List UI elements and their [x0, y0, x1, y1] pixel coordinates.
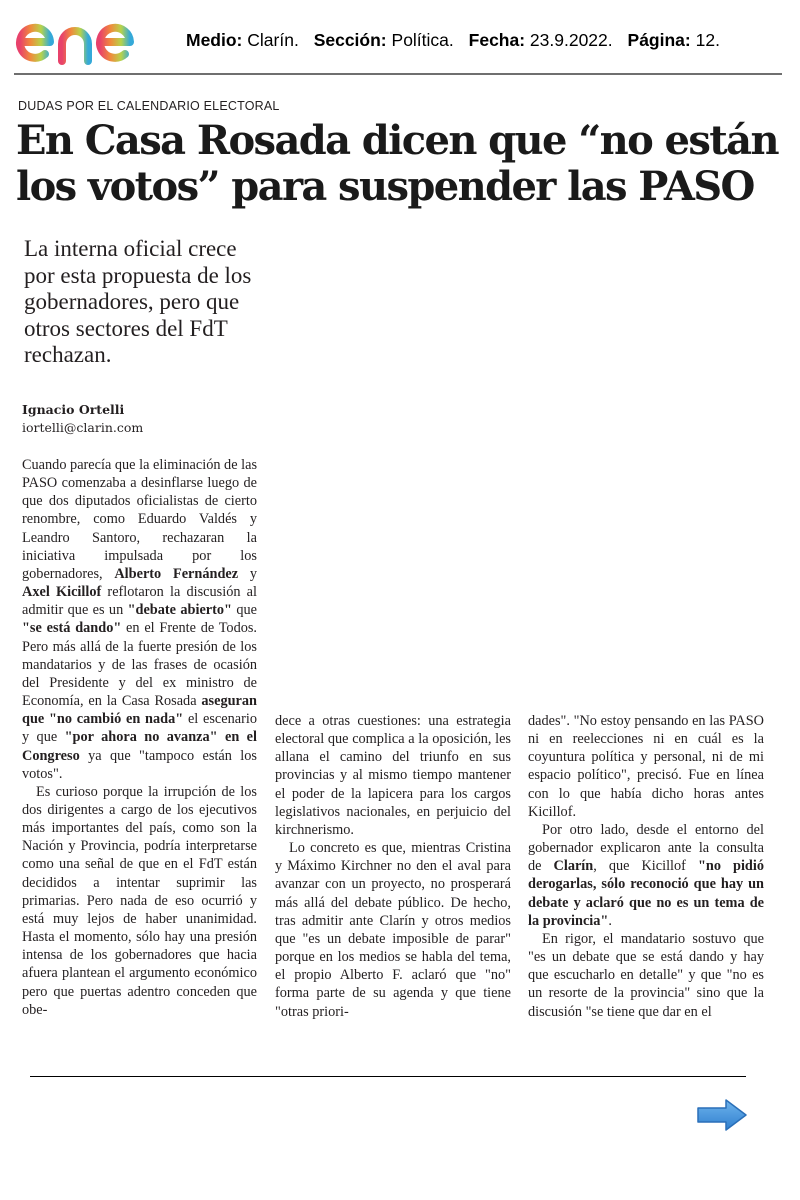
- article-column-2: [275, 712, 511, 1021]
- seccion-value: Política.: [391, 30, 454, 50]
- enel-logo: [14, 6, 174, 68]
- pagina-value: 12.: [695, 30, 720, 50]
- clipping-metadata: [186, 30, 720, 51]
- arrow-right-icon[interactable]: [696, 1097, 748, 1133]
- article-column-1: [22, 456, 257, 1019]
- paragraph: En rigor, el mandatario sostuvo que "es un debate que se está dando y hay que escucharlo en detalle" y que "no es un resorte de la provincia" sino que la discusión "se tiene que dar en el: [528, 930, 764, 1020]
- author-name: Ignacio Ortelli: [22, 402, 125, 417]
- seccion-label: Sección:: [313, 30, 387, 50]
- clipping-header: [0, 0, 800, 76]
- article-column-3: [528, 712, 764, 1021]
- pagina-label: Página:: [627, 30, 691, 50]
- fecha-value: 23.9.2022.: [529, 30, 613, 50]
- footer-divider: [30, 1076, 746, 1077]
- paragraph: Cuando parecía que la eliminación de las PASO comenzaba a desinflarse luego de que dos diputados oficialistas de cierto renombre, como Eduardo Valdés y Leandro Santoro, rechazaran la iniciativa impulsada por los gobernadores, Alberto Fernández y Axel Kicillof reflotaron la discusión al admitir que es un "debate abierto" que "se está dando" en el Frente de Todos. Pero más allá de la fuerte presión de los mandatarios y de las frases de ocasión del Presidente y del ex ministro de Economía, en la Casa Rosada aseguran que "no cambió en nada" el escenario y que "por ahora no avanza" en el Congreso ya que "tampoco están los votos".: [22, 457, 258, 782]
- article-subhead: La interna oficial crece por esta propuesta de los gobernadores, pero que otros sectores del FdT rechazan.: [24, 236, 252, 367]
- author-email: iortelli@clarin.com: [22, 420, 144, 435]
- header-divider: [14, 73, 782, 75]
- paragraph: Por otro lado, desde el entorno del gobernador explicaron ante la consulta de Clarín, que Kicillof "no pidió derogarlas, sólo reconoció que hay un debate y aclaró que no es un tema de la provincia".: [528, 821, 764, 929]
- medio-value: Clarín.: [247, 30, 299, 50]
- paragraph: dece a otras cuestiones: una estrategia electoral que complica a la oposición, les allana el camino del triunfo en sus provincias y al mismo tiempo mantener el poder de la lapicera para los cargos legislativos nacionales, en perjuicio del kirchnerismo.: [275, 713, 511, 838]
- article-headline: En Casa Rosada dicen que “no están los votos” para suspender las PASO: [16, 117, 778, 210]
- paragraph: Lo concreto es que, mientras Cristina y Máximo Kirchner no den el aval para avanzar con un proyecto, no prosperará más allá del debate público. De hecho, tras admitir ante Clarín y otros medios que "es un debate imposible de parar" porque en los medios se habla del tema, el propio Alberto F. aclaró que "no" forma parte de su agenda y que tiene "otras priori-: [275, 840, 511, 1020]
- medio-label: Medio:: [186, 30, 243, 50]
- paragraph: dades". "No estoy pensando en las PASO ni en reelecciones ni en cuál es la coyuntura política y personal, ni de mi espacio político", precisó. Fue en línea con lo que había dicho horas antes Kicillof.: [528, 713, 764, 820]
- article-kicker: DUDAS POR EL CALENDARIO ELECTORAL: [18, 99, 280, 113]
- fecha-label: Fecha:: [468, 30, 526, 50]
- paragraph: Es curioso porque la irrupción de los dos dirigentes a cargo de los ejecutivos más importantes del país, como son la Nación y Provincia, podría interpretarse como una señal de que en el FdT están decididos a intentar suprimir las primarias. Pero nada de eso ocurrió y está muy lejos de haber unanimidad. Hasta el momento, sólo hay una presión intensa de los gobernadores que hacia afuera plantean el argumento económico pero que puertas adentro conceden que obe-: [22, 783, 257, 1018]
